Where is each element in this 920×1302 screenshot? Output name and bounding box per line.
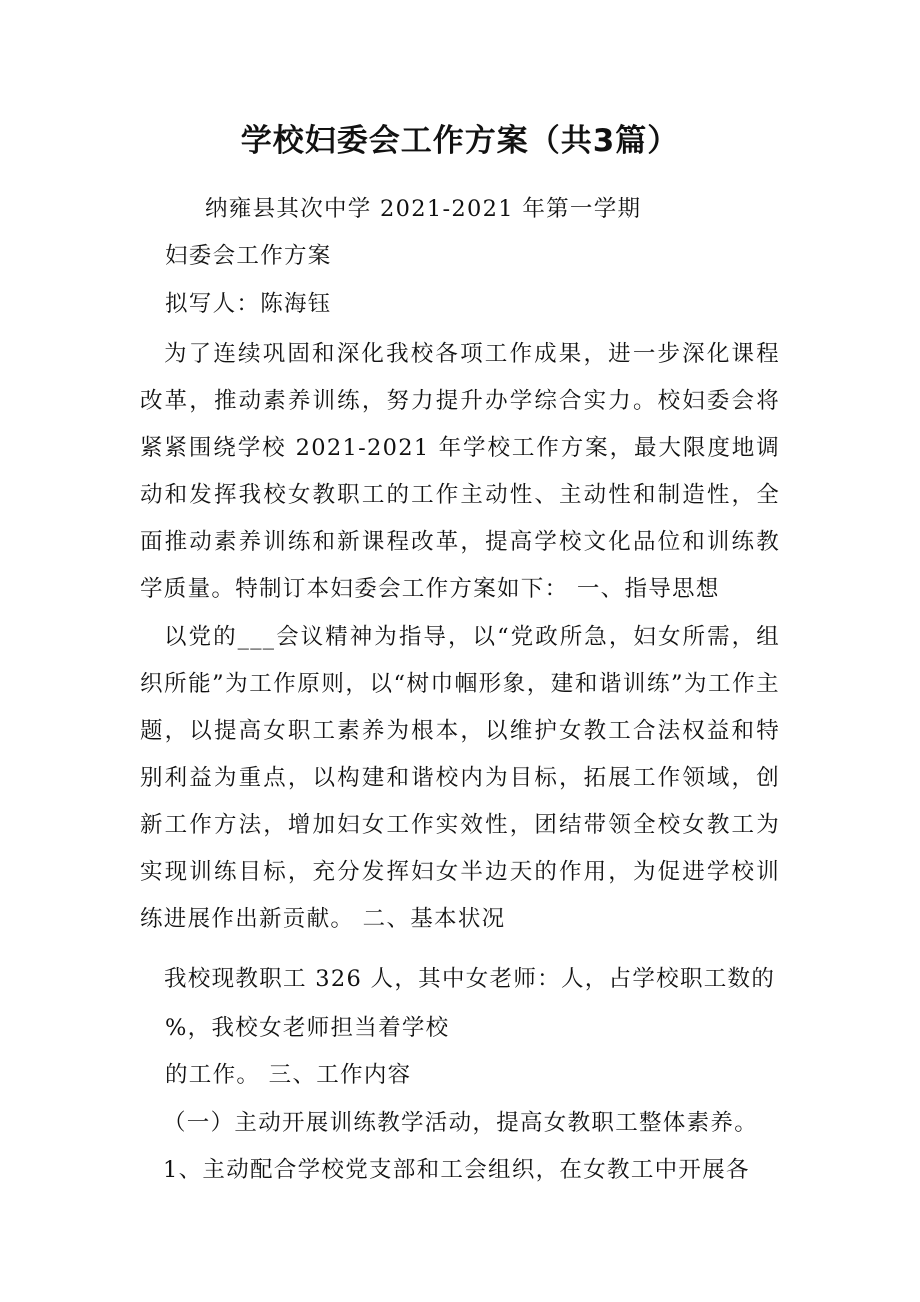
document-title: 学校妇委会工作方案（共3篇） <box>240 123 680 159</box>
document-subtitle: 纳雍县其次中学 2021-2021 年第一学期 <box>205 196 642 222</box>
paragraph-intro: 为了连续巩固和深化我校各项工作成果，进一步深化课程改革，推动素养训练，努力提升办学综合实力。校妇委会将紧紧围绕学校 2021-2021 年学校工作方案，最大限度地调动和发挥我校女教职工的工作主动性、主动性和制造性，全面推动素养训练和新课程改革，提高学校文化品位和训练教学质量。特制订本妇委会工作方案如下： 一、指导思想 <box>140 341 780 602</box>
text-line-teacher-share: %，我校女老师担当着学校 <box>165 1015 450 1041</box>
document-heading: 妇委会工作方案 <box>165 243 332 269</box>
text-line-section-one-heading: （一）主动开展训练教学活动，提高女教职工整体素养。 <box>163 1110 759 1136</box>
text-line-item-one: 1、主动配合学校党支部和工会组织，在女教工中开展各 <box>163 1157 750 1183</box>
text-line-work-content-heading: 的工作。 三、工作内容 <box>165 1062 412 1088</box>
paragraph-guiding-ideology: 以党的___会议精神为指导，以“党政所急，妇女所需，组织所能”为工作原则，以“树巾帼形象，建和谐训练”为工作主题，以提高女职工素养为根本，以维护女教工合法权益和特别利益为重点，以构建和谐校内为目标，拓展工作领域，创新工作方法，增加妇女工作实效性，团结带领全校女教工为实现训练目标，充分发挥妇女半边天的作用，为促进学校训练进展作出新贡献。 二、基本状况 <box>140 624 780 932</box>
document-author: 拟写人：陈海钰 <box>165 291 332 317</box>
paragraph-basic-situation: 我校现教职工 326 人，其中女老师：人，占学校职工数的 <box>164 966 776 992</box>
